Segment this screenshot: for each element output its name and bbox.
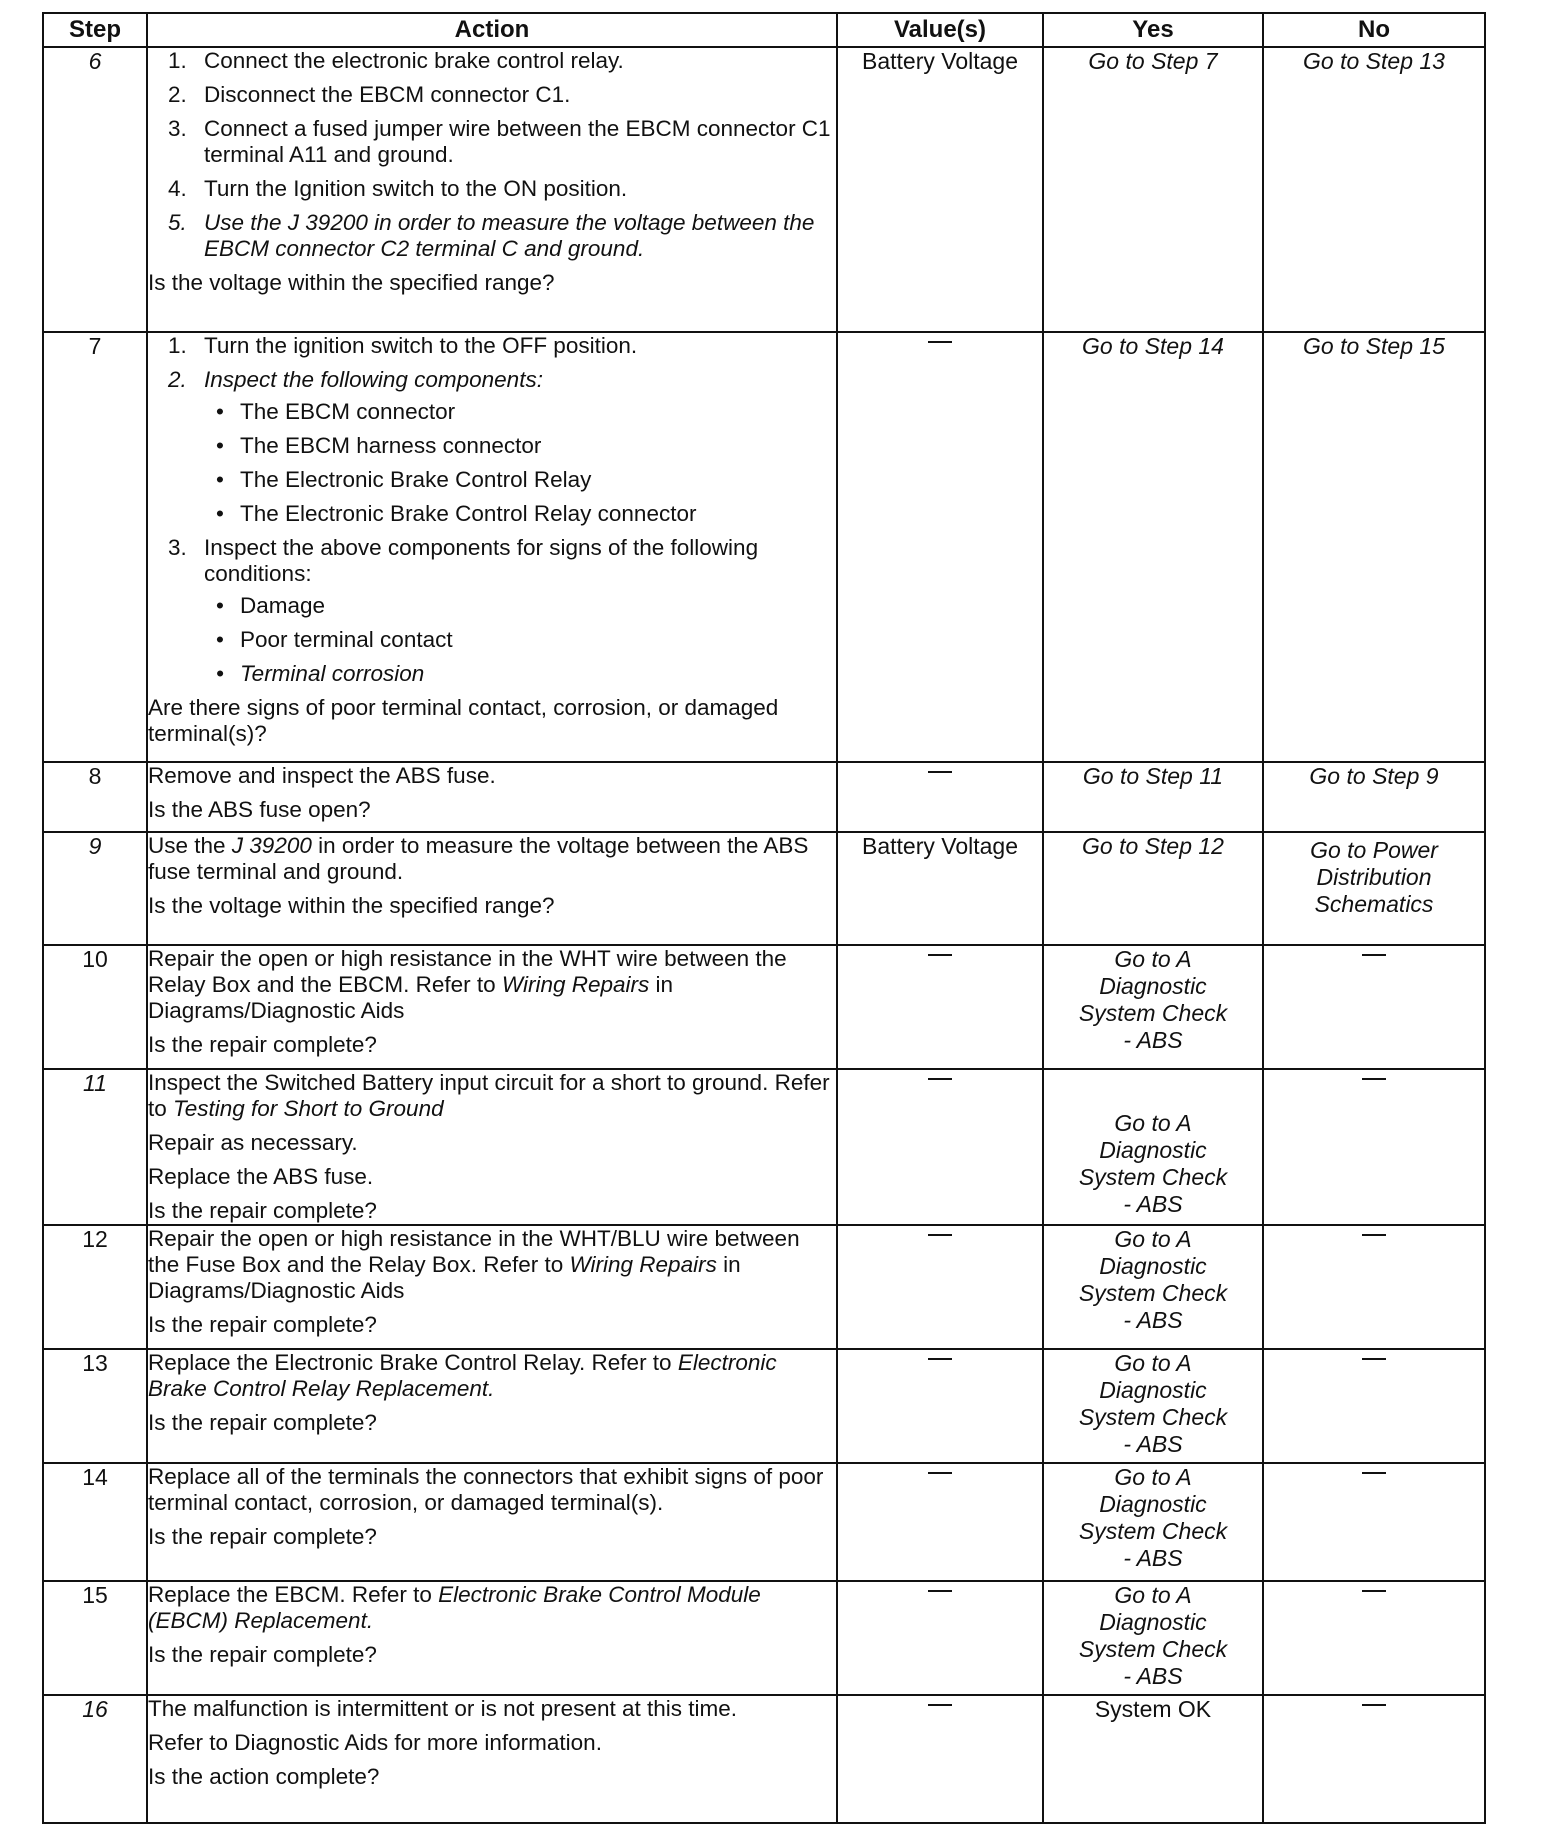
yes-cell: Go to A Diagnostic System Check - ABS	[1043, 1225, 1263, 1349]
action-question: Is the repair complete?	[148, 1524, 377, 1549]
no-cell: Go to Step 13	[1263, 47, 1485, 332]
value-cell	[837, 945, 1043, 1069]
action-text: Replace the EBCM. Refer to Electronic Brake Control Module (EBCM) Replacement.	[148, 1582, 761, 1633]
action-question: Is the voltage within the specified range?	[148, 893, 555, 918]
no-cell	[1263, 1349, 1485, 1463]
table-row-step-10	[43, 945, 1485, 1069]
action-question: Is the repair complete?	[148, 1642, 377, 1667]
list-item: • The EBCM connector	[148, 399, 836, 425]
yes-cell: Go to A Diagnostic System Check - ABS	[1043, 1581, 1263, 1695]
step-number: 15	[43, 1581, 147, 1695]
action-step: 5. Use the J 39200 in order to measure the voltage between the EBCM connector C2 terminal C and ground.	[168, 210, 815, 261]
no-cell: Go to Step 9	[1263, 762, 1485, 832]
dash-mark	[1362, 954, 1386, 956]
step-number: 7	[43, 332, 147, 762]
header-step: Step	[43, 13, 147, 47]
action-step: 2. Disconnect the EBCM connector C1.	[168, 82, 571, 107]
action-cell	[147, 1069, 837, 1225]
condition-list	[148, 593, 836, 687]
value-cell	[837, 1463, 1043, 1581]
yes-cell: Go to A Diagnostic System Check - ABS	[1043, 1463, 1263, 1581]
table-row-step-7	[43, 332, 1485, 762]
diagnostic-table	[42, 12, 1486, 1824]
header-values: Value(s)	[837, 13, 1043, 47]
step-number: 8	[43, 762, 147, 832]
dash-mark	[928, 771, 952, 773]
diagnostic-table-page	[42, 12, 1486, 1824]
yes-cell: Go to Step 12	[1043, 832, 1263, 945]
no-cell: Go to Step 15	[1263, 332, 1485, 762]
list-item: • The Electronic Brake Control Relay	[148, 467, 836, 493]
action-cell	[147, 832, 837, 945]
action-cell	[147, 332, 837, 762]
value-cell	[837, 332, 1043, 762]
action-text: Replace the ABS fuse.	[148, 1164, 374, 1189]
action-question: Are there signs of poor terminal contact, corrosion, or damaged terminal(s)?	[148, 695, 779, 746]
value-cell	[837, 1349, 1043, 1463]
value-cell	[837, 762, 1043, 832]
dash-mark	[928, 341, 952, 343]
table-row-step-14	[43, 1463, 1485, 1581]
action-text: Remove and inspect the ABS fuse.	[148, 763, 496, 788]
yes-cell: Go to A Diagnostic System Check - ABS	[1043, 1069, 1263, 1225]
action-cell	[147, 47, 837, 332]
step-number: 12	[43, 1225, 147, 1349]
step-number: 11	[43, 1069, 147, 1225]
action-step: 2. Inspect the following components:	[168, 367, 543, 392]
table-row-step-15	[43, 1581, 1485, 1695]
dash-mark	[928, 1590, 952, 1592]
table-row-step-8	[43, 762, 1485, 832]
action-steps	[148, 48, 836, 262]
value-cell	[837, 1581, 1043, 1695]
table-row-step-16	[43, 1695, 1485, 1823]
action-text: Repair the open or high resistance in the WHT wire between the Relay Box and the EBCM. Refer to Wiring Repairs in Diagrams/Diagnostic Aids	[148, 946, 787, 1023]
action-text: Repair the open or high resistance in the WHT/BLU wire between the Fuse Box and the Relay Box. Refer to Wiring Repairs in Diagrams/Diagnostic Aids	[148, 1226, 800, 1303]
table-row-step-6	[43, 47, 1485, 332]
dash-mark	[1362, 1704, 1386, 1706]
step-number: 13	[43, 1349, 147, 1463]
action-question: Is the repair complete?	[148, 1410, 377, 1435]
yes-cell: Go to Step 14	[1043, 332, 1263, 762]
yes-cell: Go to A Diagnostic System Check - ABS	[1043, 1349, 1263, 1463]
dash-mark	[1362, 1472, 1386, 1474]
no-cell	[1263, 1069, 1485, 1225]
header-row	[43, 13, 1485, 47]
action-step: 1. Turn the ignition switch to the OFF position.	[168, 333, 638, 358]
yes-cell: System OK	[1043, 1695, 1263, 1823]
dash-mark	[1362, 1358, 1386, 1360]
value-cell	[837, 1069, 1043, 1225]
dash-mark	[928, 1704, 952, 1706]
table-row-step-12	[43, 1225, 1485, 1349]
dash-mark	[928, 1358, 952, 1360]
action-cell	[147, 1463, 837, 1581]
action-steps	[148, 535, 836, 587]
header-action: Action	[147, 13, 837, 47]
yes-cell: Go to A Diagnostic System Check - ABS	[1043, 945, 1263, 1069]
header-no: No	[1263, 13, 1485, 47]
no-cell	[1263, 1463, 1485, 1581]
yes-cell: Go to Step 11	[1043, 762, 1263, 832]
action-text: The malfunction is intermittent or is not present at this time.	[148, 1696, 737, 1721]
action-question: Is the repair complete?	[148, 1032, 377, 1057]
action-cell	[147, 1695, 837, 1823]
no-cell	[1263, 1581, 1485, 1695]
action-question: Is the voltage within the specified range?	[148, 270, 555, 295]
dash-mark	[1362, 1590, 1386, 1592]
component-list	[148, 399, 836, 527]
table-row-step-13	[43, 1349, 1485, 1463]
step-number: 6	[43, 47, 147, 332]
action-cell	[147, 1225, 837, 1349]
action-step: 3. Inspect the above components for signs of the following conditions:	[168, 535, 759, 586]
action-step: 4. Turn the Ignition switch to the ON position.	[168, 176, 628, 201]
action-question: Is the repair complete?	[148, 1312, 377, 1337]
dash-mark	[1362, 1234, 1386, 1236]
table-row-step-11	[43, 1069, 1485, 1225]
dash-mark	[928, 1078, 952, 1080]
list-item: • Poor terminal contact	[148, 627, 836, 653]
dash-mark	[928, 954, 952, 956]
dash-mark	[1362, 1078, 1386, 1080]
step-number: 14	[43, 1463, 147, 1581]
no-cell	[1263, 945, 1485, 1069]
no-cell: Go to Power Distribution Schematics	[1263, 832, 1485, 945]
action-text: Refer to Diagnostic Aids for more information.	[148, 1730, 602, 1755]
list-item: • The EBCM harness connector	[148, 433, 836, 459]
action-text: Repair as necessary.	[148, 1130, 358, 1155]
list-item: • The Electronic Brake Control Relay connector	[148, 501, 836, 527]
table-row-step-9	[43, 832, 1485, 945]
action-step: 1. Connect the electronic brake control relay.	[168, 48, 624, 73]
action-cell	[147, 762, 837, 832]
value-cell: Battery Voltage	[837, 47, 1043, 332]
action-cell	[147, 945, 837, 1069]
step-number: 9	[43, 832, 147, 945]
action-cell	[147, 1581, 837, 1695]
action-question: Is the action complete?	[148, 1764, 380, 1789]
step-number: 16	[43, 1695, 147, 1823]
no-cell	[1263, 1695, 1485, 1823]
list-item: • Damage	[148, 593, 836, 619]
dash-mark	[928, 1234, 952, 1236]
list-item: • Terminal corrosion	[148, 661, 836, 687]
step-number: 10	[43, 945, 147, 1069]
action-step: 3. Connect a fused jumper wire between the EBCM connector C1 terminal A11 and ground.	[168, 116, 831, 167]
value-cell: Battery Voltage	[837, 832, 1043, 945]
action-steps	[148, 333, 836, 393]
yes-cell: Go to Step 7	[1043, 47, 1263, 332]
no-cell	[1263, 1225, 1485, 1349]
value-cell	[837, 1225, 1043, 1349]
dash-mark	[928, 1472, 952, 1474]
action-text: Inspect the Switched Battery input circuit for a short to ground. Refer to Testing for Short to Ground	[148, 1070, 830, 1121]
header-yes: Yes	[1043, 13, 1263, 47]
value-cell	[837, 1695, 1043, 1823]
action-text: Replace all of the terminals the connectors that exhibit signs of poor terminal contact, corrosion, or damaged terminal(s).	[148, 1464, 824, 1515]
action-question: Is the repair complete?	[148, 1198, 377, 1223]
action-text: Replace the Electronic Brake Control Relay. Refer to Electronic Brake Control Relay Replacement.	[148, 1350, 777, 1401]
action-text: Use the J 39200 in order to measure the voltage between the ABS fuse terminal and ground.	[148, 833, 809, 884]
action-question: Is the ABS fuse open?	[148, 797, 371, 822]
action-cell	[147, 1349, 837, 1463]
